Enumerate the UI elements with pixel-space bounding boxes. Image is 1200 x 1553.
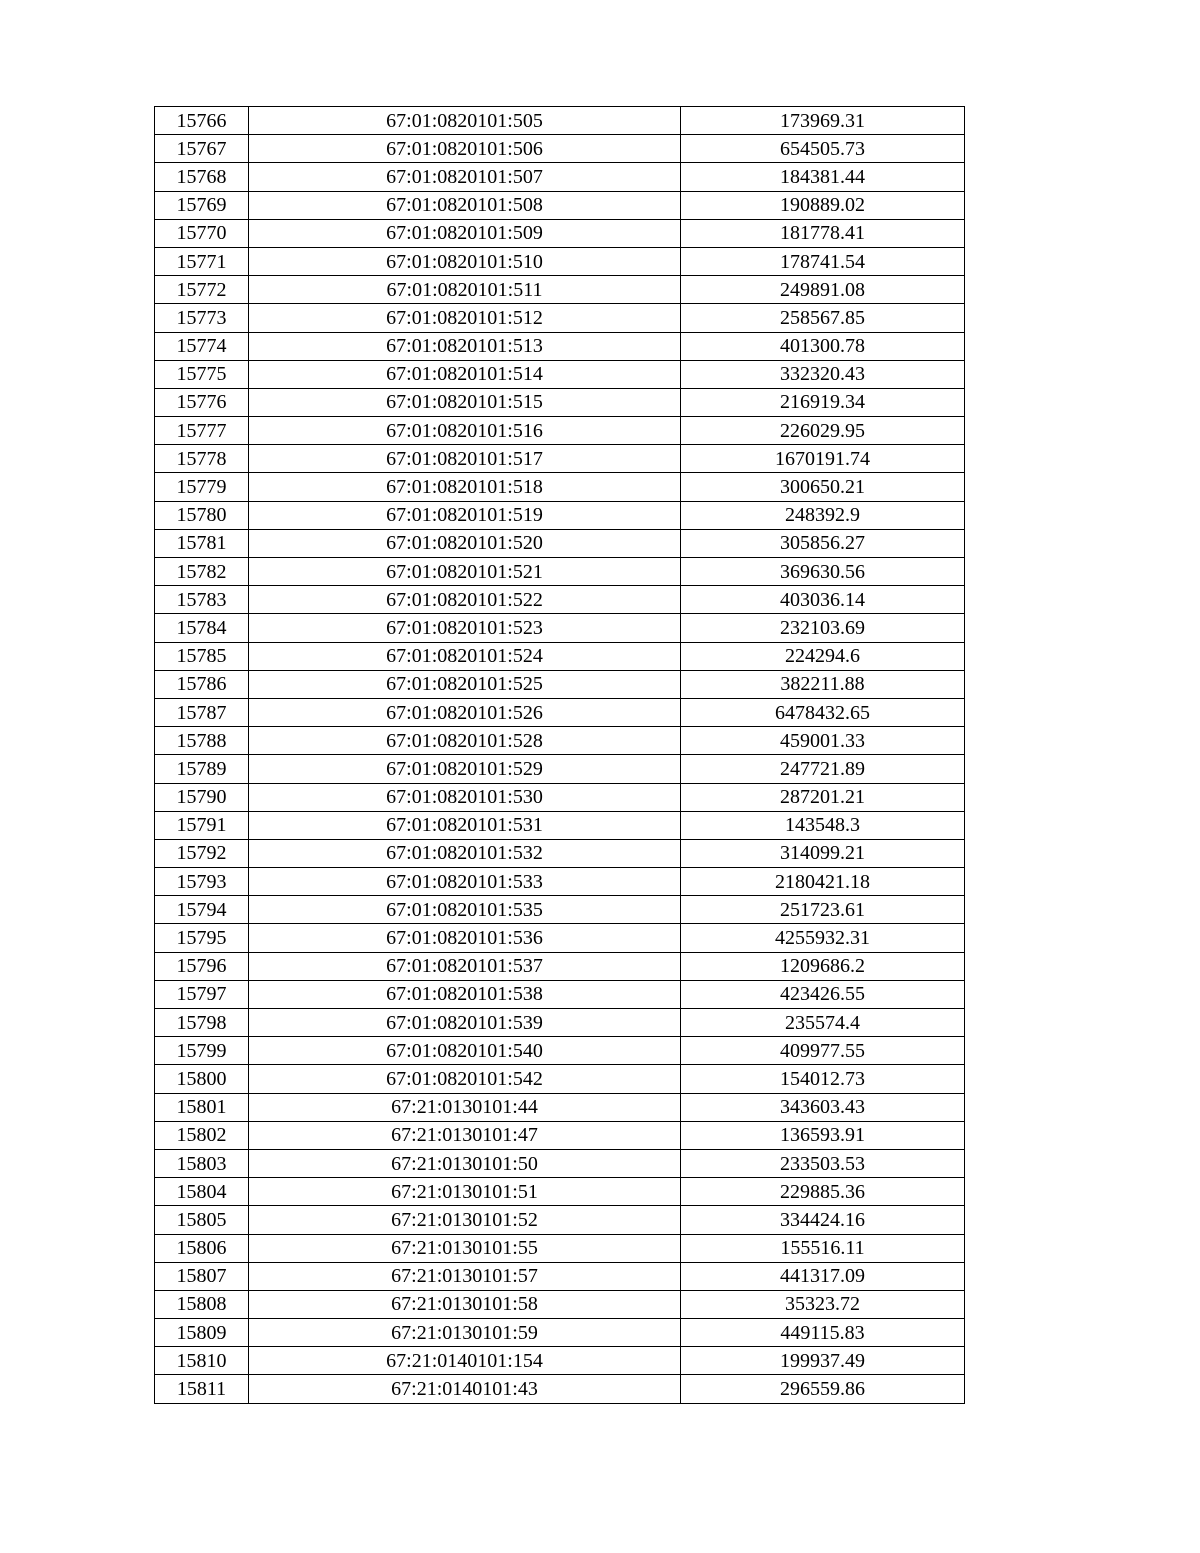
cadastral-value-cell: 403036.14 [681,586,965,614]
cadastral-number-cell: 67:01:0820101:524 [249,642,681,670]
cadastral-number-cell: 67:01:0820101:509 [249,219,681,247]
cadastral-number-cell: 67:21:0130101:44 [249,1093,681,1121]
table-row [155,445,965,473]
cadastral-number-cell: 67:01:0820101:510 [249,247,681,275]
cadastral-number-cell: 67:21:0130101:50 [249,1149,681,1177]
cadastral-value-cell: 449115.83 [681,1319,965,1347]
table-row [155,360,965,388]
row-number-cell: 15794 [155,896,249,924]
row-number-cell: 15779 [155,473,249,501]
row-number-cell: 15798 [155,1009,249,1037]
cadastral-number-cell: 67:01:0820101:525 [249,670,681,698]
table-row [155,417,965,445]
row-number-cell: 15784 [155,614,249,642]
cadastral-number-cell: 67:01:0820101:528 [249,727,681,755]
table-row [155,276,965,304]
cadastral-value-cell: 136593.91 [681,1121,965,1149]
row-number-cell: 15795 [155,924,249,952]
cadastral-value-cell: 155516.11 [681,1234,965,1262]
row-number-cell: 15811 [155,1375,249,1403]
table-row [155,107,965,135]
table-row [155,1121,965,1149]
table-row [155,952,965,980]
cadastral-value-cell: 369630.56 [681,558,965,586]
row-number-cell: 15776 [155,388,249,416]
table-row [155,1065,965,1093]
row-number-cell: 15808 [155,1290,249,1318]
cadastral-number-cell: 67:01:0820101:540 [249,1037,681,1065]
row-number-cell: 15810 [155,1347,249,1375]
cadastral-number-cell: 67:01:0820101:508 [249,191,681,219]
cadastral-value-cell: 287201.21 [681,783,965,811]
cadastral-number-cell: 67:01:0820101:513 [249,332,681,360]
cadastral-number-cell: 67:01:0820101:521 [249,558,681,586]
cadastral-number-cell: 67:01:0820101:505 [249,107,681,135]
table-row [155,191,965,219]
cadastral-number-cell: 67:01:0820101:539 [249,1009,681,1037]
cadastral-value-cell: 6478432.65 [681,698,965,726]
table-row [155,586,965,614]
row-number-cell: 15790 [155,783,249,811]
row-number-cell: 15781 [155,529,249,557]
cadastral-value-cell: 248392.9 [681,501,965,529]
table-row [155,1149,965,1177]
row-number-cell: 15768 [155,163,249,191]
cadastral-number-cell: 67:01:0820101:537 [249,952,681,980]
table-row [155,332,965,360]
cadastral-value-cell: 332320.43 [681,360,965,388]
cadastral-value-cell: 300650.21 [681,473,965,501]
cadastral-value-cell: 235574.4 [681,1009,965,1037]
cadastral-number-cell: 67:01:0820101:506 [249,135,681,163]
cadastral-number-cell: 67:01:0820101:522 [249,586,681,614]
cadastral-number-cell: 67:21:0130101:59 [249,1319,681,1347]
row-number-cell: 15778 [155,445,249,473]
cadastral-number-cell: 67:01:0820101:538 [249,980,681,1008]
table-row [155,1347,965,1375]
cadastral-number-cell: 67:01:0820101:533 [249,868,681,896]
cadastral-value-cell: 459001.33 [681,727,965,755]
row-number-cell: 15800 [155,1065,249,1093]
row-number-cell: 15791 [155,811,249,839]
table-row [155,501,965,529]
cadastral-value-cell: 247721.89 [681,755,965,783]
cadastral-number-cell: 67:01:0820101:519 [249,501,681,529]
table-row [155,727,965,755]
cadastral-number-cell: 67:01:0820101:529 [249,755,681,783]
cadastral-value-cell: 184381.44 [681,163,965,191]
cadastral-value-cell: 190889.02 [681,191,965,219]
row-number-cell: 15804 [155,1178,249,1206]
table-row [155,529,965,557]
cadastral-value-cell: 382211.88 [681,670,965,698]
table-row [155,247,965,275]
cadastral-value-cell: 441317.09 [681,1262,965,1290]
cadastral-number-cell: 67:21:0140101:43 [249,1375,681,1403]
table-row [155,1319,965,1347]
cadastral-value-cell: 314099.21 [681,839,965,867]
table-row [155,811,965,839]
cadastral-number-cell: 67:01:0820101:507 [249,163,681,191]
cadastral-value-cell: 181778.41 [681,219,965,247]
row-number-cell: 15799 [155,1037,249,1065]
table-row [155,1290,965,1318]
cadastral-value-cell: 305856.27 [681,529,965,557]
cadastral-number-cell: 67:01:0820101:511 [249,276,681,304]
cadastral-value-cell: 251723.61 [681,896,965,924]
cadastral-number-cell: 67:01:0820101:530 [249,783,681,811]
cadastral-number-cell: 67:01:0820101:518 [249,473,681,501]
table-row [155,1178,965,1206]
cadastral-value-cell: 249891.08 [681,276,965,304]
cadastral-value-cell: 154012.73 [681,1065,965,1093]
table-row [155,1009,965,1037]
cadastral-value-cell: 423426.55 [681,980,965,1008]
table-row [155,670,965,698]
cadastral-value-cell: 401300.78 [681,332,965,360]
row-number-cell: 15773 [155,304,249,332]
cadastral-number-cell: 67:21:0130101:51 [249,1178,681,1206]
row-number-cell: 15793 [155,868,249,896]
table-row [155,868,965,896]
row-number-cell: 15770 [155,219,249,247]
cadastral-number-cell: 67:21:0130101:47 [249,1121,681,1149]
cadastral-value-cell: 178741.54 [681,247,965,275]
cadastral-value-cell: 226029.95 [681,417,965,445]
row-number-cell: 15772 [155,276,249,304]
cadastral-number-cell: 67:01:0820101:532 [249,839,681,867]
row-number-cell: 15789 [155,755,249,783]
row-number-cell: 15785 [155,642,249,670]
table-row [155,219,965,247]
table-row [155,1375,965,1403]
table-row [155,896,965,924]
cadastral-number-cell: 67:01:0820101:515 [249,388,681,416]
cadastral-number-cell: 67:01:0820101:517 [249,445,681,473]
table-row [155,980,965,1008]
cadastral-number-cell: 67:21:0140101:154 [249,1347,681,1375]
table-row [155,1093,965,1121]
row-number-cell: 15797 [155,980,249,1008]
row-number-cell: 15796 [155,952,249,980]
cadastral-value-cell: 1670191.74 [681,445,965,473]
table-row [155,1206,965,1234]
row-number-cell: 15788 [155,727,249,755]
cadastral-value-cell: 258567.85 [681,304,965,332]
row-number-cell: 15767 [155,135,249,163]
cadastral-number-cell: 67:21:0130101:58 [249,1290,681,1318]
table-row [155,304,965,332]
cadastral-number-cell: 67:21:0130101:55 [249,1234,681,1262]
row-number-cell: 15792 [155,839,249,867]
cadastral-value-cell: 173969.31 [681,107,965,135]
table-row [155,473,965,501]
table-row [155,614,965,642]
cadastral-number-cell: 67:01:0820101:516 [249,417,681,445]
cadastral-value-cell: 229885.36 [681,1178,965,1206]
cadastral-number-cell: 67:21:0130101:57 [249,1262,681,1290]
row-number-cell: 15805 [155,1206,249,1234]
cadastral-value-cell: 296559.86 [681,1375,965,1403]
row-number-cell: 15787 [155,698,249,726]
cadastral-value-cell: 216919.34 [681,388,965,416]
cadastral-value-table [154,106,965,1404]
cadastral-value-cell: 224294.6 [681,642,965,670]
cadastral-value-cell: 143548.3 [681,811,965,839]
table-body [155,107,965,1404]
cadastral-number-cell: 67:01:0820101:536 [249,924,681,952]
cadastral-number-cell: 67:01:0820101:526 [249,698,681,726]
cadastral-number-cell: 67:01:0820101:512 [249,304,681,332]
table-row [155,698,965,726]
table-row [155,135,965,163]
table-row [155,558,965,586]
table-row [155,388,965,416]
cadastral-number-cell: 67:01:0820101:514 [249,360,681,388]
row-number-cell: 15777 [155,417,249,445]
cadastral-number-cell: 67:01:0820101:523 [249,614,681,642]
row-number-cell: 15774 [155,332,249,360]
table-row [155,839,965,867]
table-row [155,755,965,783]
table-row [155,642,965,670]
cadastral-value-cell: 334424.16 [681,1206,965,1234]
row-number-cell: 15769 [155,191,249,219]
row-number-cell: 15809 [155,1319,249,1347]
table-row [155,783,965,811]
row-number-cell: 15803 [155,1149,249,1177]
cadastral-value-cell: 343603.43 [681,1093,965,1121]
cadastral-number-cell: 67:01:0820101:535 [249,896,681,924]
row-number-cell: 15801 [155,1093,249,1121]
cadastral-value-cell: 35323.72 [681,1290,965,1318]
row-number-cell: 15783 [155,586,249,614]
row-number-cell: 15806 [155,1234,249,1262]
cadastral-value-cell: 199937.49 [681,1347,965,1375]
row-number-cell: 15780 [155,501,249,529]
table-row [155,924,965,952]
cadastral-value-cell: 4255932.31 [681,924,965,952]
row-number-cell: 15786 [155,670,249,698]
cadastral-value-cell: 1209686.2 [681,952,965,980]
table-row [155,1262,965,1290]
cadastral-number-cell: 67:01:0820101:520 [249,529,681,557]
table-row [155,1234,965,1262]
table-row [155,163,965,191]
row-number-cell: 15782 [155,558,249,586]
row-number-cell: 15766 [155,107,249,135]
cadastral-value-cell: 654505.73 [681,135,965,163]
cadastral-number-cell: 67:21:0130101:52 [249,1206,681,1234]
cadastral-number-cell: 67:01:0820101:531 [249,811,681,839]
cadastral-value-cell: 232103.69 [681,614,965,642]
row-number-cell: 15771 [155,247,249,275]
cadastral-value-cell: 409977.55 [681,1037,965,1065]
cadastral-value-cell: 2180421.18 [681,868,965,896]
table-row [155,1037,965,1065]
row-number-cell: 15775 [155,360,249,388]
row-number-cell: 15807 [155,1262,249,1290]
cadastral-value-cell: 233503.53 [681,1149,965,1177]
row-number-cell: 15802 [155,1121,249,1149]
cadastral-number-cell: 67:01:0820101:542 [249,1065,681,1093]
